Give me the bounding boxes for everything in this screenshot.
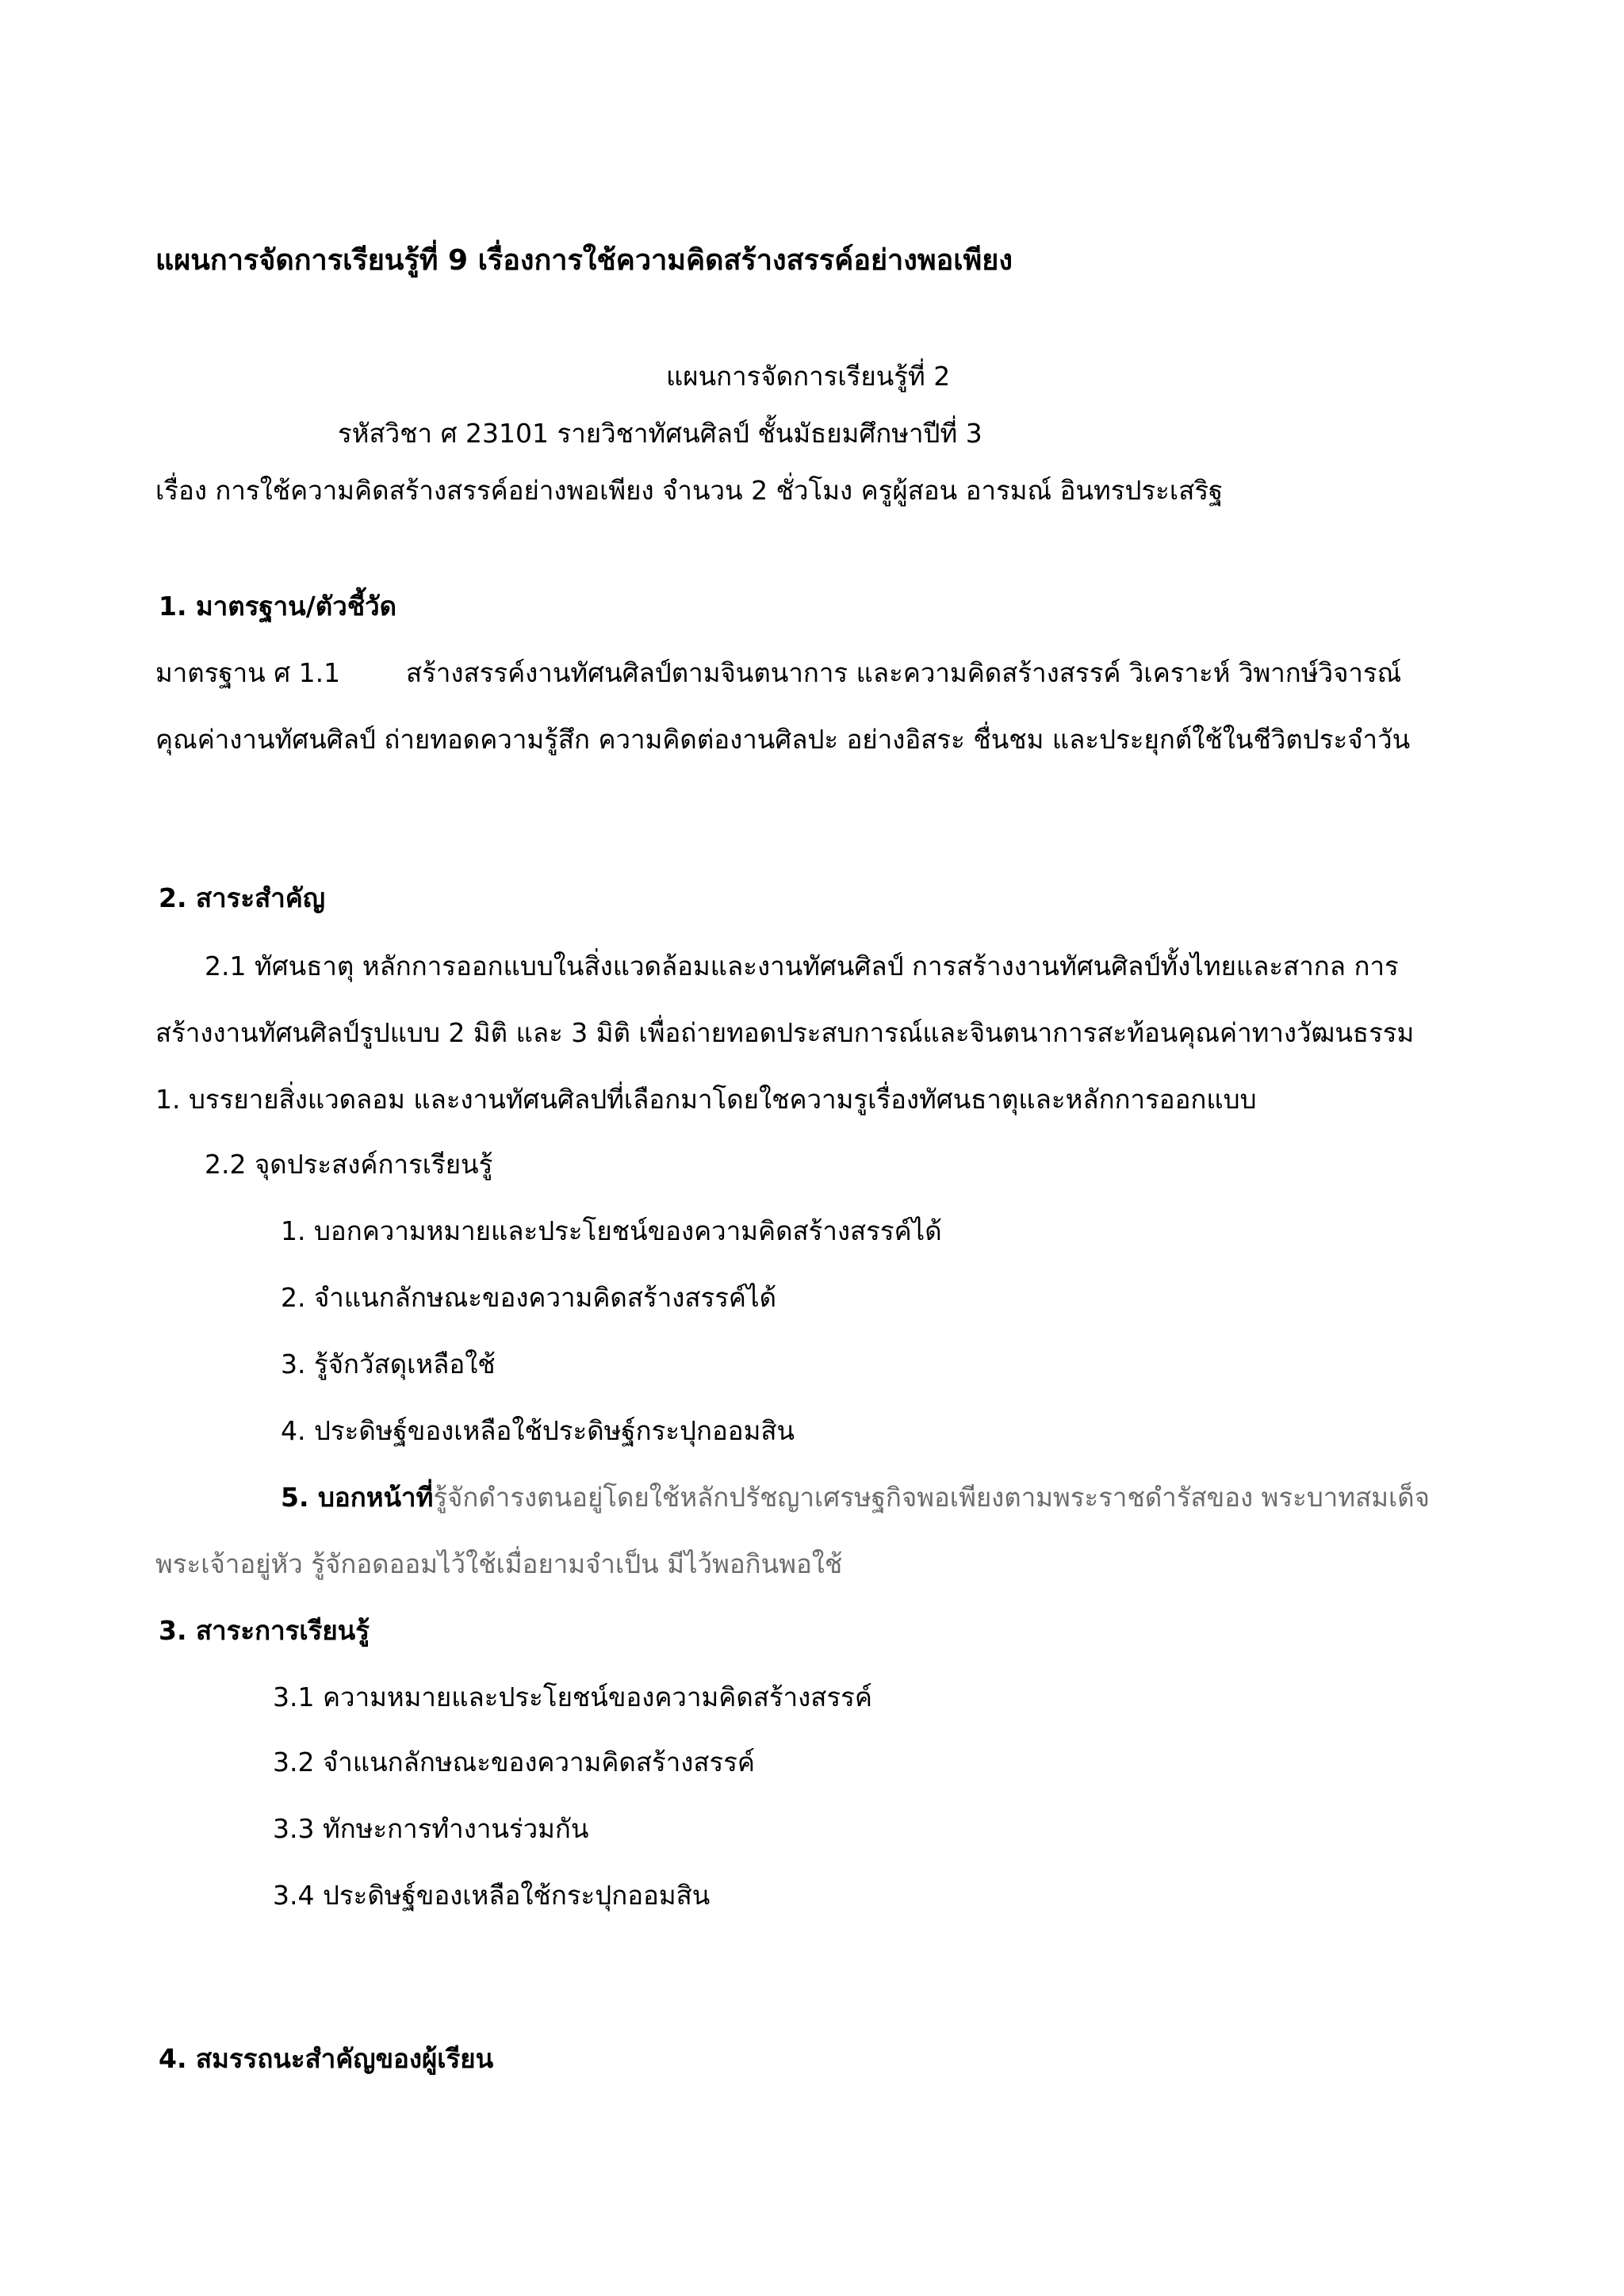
standard-text-continued: คุณค่างานทัศนศิลป์ ถ่ายทอดความรู้สึก ความคิดต่องานศิลปะ อย่างอิสระ ชื่นชม และประยุกต์ใช้ในชีวิตประจำวัน	[155, 724, 1411, 755]
objective-item: 4. ประดิษฐ์ของเหลือใช้ประดิษฐ์กระปุกออมสิน	[281, 1415, 795, 1446]
learning-content-item: 3.2 จำแนกลักษณะของความคิดสร้างสรรค์	[273, 1747, 756, 1777]
section-2-heading: 2. สาระสำคัญ	[159, 882, 325, 913]
document-title: แผนการจัดการเรียนรู้ที่ 9 เรื่องการใช้ความคิดสร้างสรรค์อย่างพอเพียง	[155, 244, 1013, 277]
section-4-heading: 4. สมรรถนะสำคัญของผู้เรียน	[159, 2043, 494, 2074]
section-2-1-line-3: 1. บรรยายสิ่งแวดลอม และงานทัศนศิลปที่เลือกมาโดยใชความรูเรื่องทัศนธาตุและหลักการออกแบบ	[155, 1084, 1257, 1115]
section-3-heading: 3. สาระการเรียนรู้	[159, 1615, 370, 1646]
objective-item-5	[281, 1479, 1430, 1516]
section-1-heading: 1. มาตรฐาน/ตัวชี้วัด	[159, 591, 397, 622]
section-2-1-line-2: สร้างงานทัศนศิลป์รูปแบบ 2 มิติ และ 3 มิติ เพื่อถ่ายทอดประสบการณ์และจินตนาการสะท้อนคุณค่าทางวัฒนธรรม	[155, 1017, 1415, 1048]
objective-5-prefix: 5. บอกหน้าที่	[281, 1482, 434, 1513]
objective-item: 3. รู้จักวัสดุเหลือใช้	[281, 1349, 496, 1380]
learning-content-item: 3.3 ทักษะการทำงานร่วมกัน	[273, 1813, 589, 1844]
objective-item: 1. บอกความหมายและประโยชน์ของความคิดสร้างสรรค์ได้	[281, 1215, 942, 1246]
section-2-1-line-1: 2.1 ทัศนธาตุ หลักการออกแบบในสิ่งแวดล้อมและงานทัศนศิลป์ การสร้างงานทัศนศิลป์ทั้งไทยและสากล การ	[205, 951, 1399, 982]
topic-line: เรื่อง การใช้ความคิดสร้างสรรค์อย่างพอเพียง จำนวน 2 ชั่วโมง ครูผู้สอน อารมณ์ อินทรประเสริฐ	[155, 475, 1224, 506]
learning-content-item: 3.4 ประดิษฐ์ของเหลือใช้กระปุกออมสิน	[273, 1880, 710, 1911]
objective-item: 2. จำแนกลักษณะของความคิดสร้างสรรค์ได้	[281, 1282, 777, 1313]
standard-code: มาตรฐาน ศ 1.1	[155, 657, 341, 688]
learning-content-item: 3.1 ความหมายและประโยชน์ของความคิดสร้างสรรค์	[273, 1682, 872, 1712]
objective-5-continued: พระเจ้าอยู่หัว รู้จักอดออมไว้ใช้เมื่อยามจำเป็น มีไว้พอกินพอใช้	[155, 1548, 843, 1579]
plan-number-line: แผนการจัดการเรียนรู้ที่ 2	[666, 361, 951, 392]
subject-code-line: รหัสวิชา ศ 23101 รายวิชาทัศนศิลป์ ชั้นมัธยมศึกษาปีที่ 3	[338, 418, 982, 449]
standard-text: สร้างสรรค์งานทัศนศิลป์ตามจินตนาการ และความคิดสร้างสรรค์ วิเคราะห์ วิพากษ์วิจารณ์	[406, 657, 1402, 688]
objective-5-text: รู้จักดำรงตนอยู่โดยใช้หลักปรัชญาเศรษฐกิจพอเพียงตามพระราชดำรัสของ พระบาทสมเด็จ	[433, 1482, 1431, 1513]
section-2-2-heading: 2.2 จุดประสงค์การเรียนรู้	[205, 1149, 493, 1180]
